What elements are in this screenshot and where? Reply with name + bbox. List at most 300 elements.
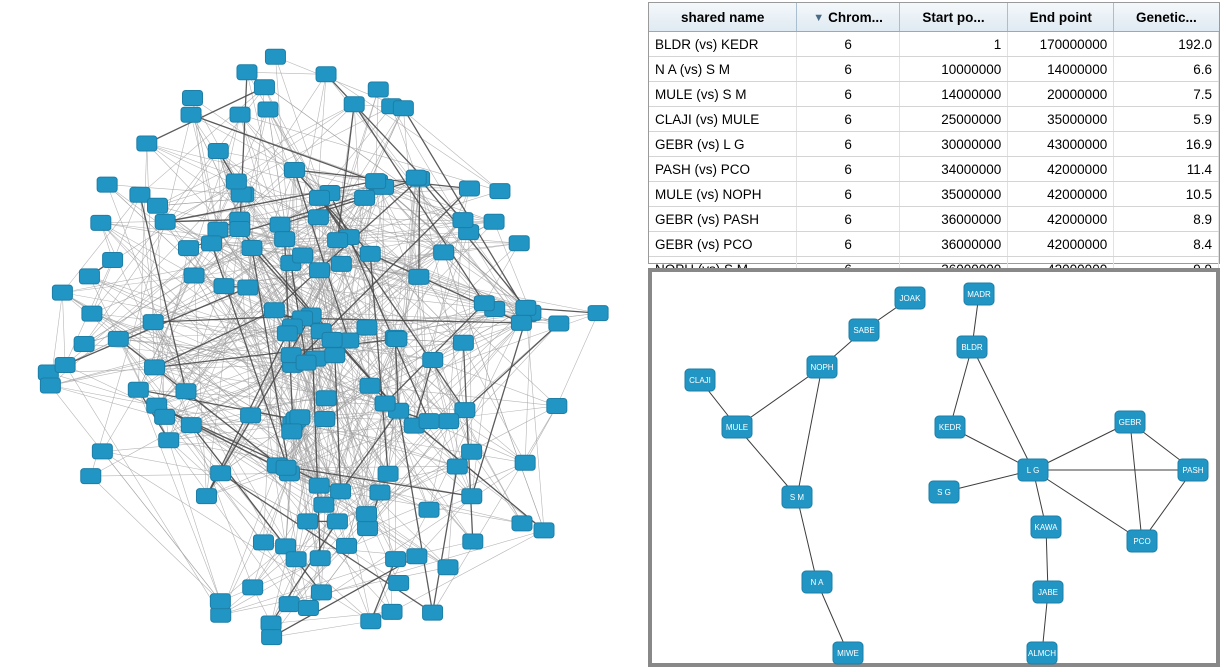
network-node[interactable] [370, 485, 390, 500]
node-shape [322, 332, 342, 347]
table-row[interactable] [649, 207, 1219, 232]
node-shape [453, 335, 473, 350]
network-node[interactable] [438, 560, 458, 575]
node-shape [293, 248, 313, 263]
node-shape [1115, 411, 1145, 433]
network-node[interactable] [355, 190, 375, 205]
network-node[interactable] [439, 414, 459, 429]
network-node[interactable] [258, 102, 278, 117]
network-node[interactable] [181, 418, 201, 433]
results-table-panel[interactable] [648, 2, 1220, 264]
node-shape [130, 187, 150, 202]
network-node[interactable] [103, 252, 123, 267]
network-node[interactable] [201, 236, 221, 251]
node-shape [253, 535, 273, 550]
node-label: PCO [1133, 537, 1151, 547]
table-row[interactable] [649, 182, 1219, 207]
network-node[interactable] [226, 174, 246, 189]
network-node[interactable] [1033, 581, 1063, 603]
network-node[interactable] [91, 215, 111, 230]
node-shape [434, 245, 454, 260]
node-shape [331, 256, 351, 271]
network-node[interactable] [462, 489, 482, 504]
node-shape [92, 444, 112, 459]
node-shape [91, 215, 111, 230]
cell-start-point: 1 [899, 32, 1008, 57]
node-shape [1033, 581, 1063, 603]
node-shape [314, 497, 334, 512]
cell-shared-name: N A (vs) S M [649, 57, 797, 82]
network-node[interactable] [366, 174, 386, 189]
node-shape [52, 285, 72, 300]
network-node[interactable] [128, 382, 148, 397]
node-shape [310, 551, 330, 566]
node-shape [310, 190, 330, 205]
network-node[interactable] [389, 575, 409, 590]
node-label: GEBR [1118, 418, 1142, 428]
node-shape [453, 213, 473, 228]
network-node[interactable] [137, 136, 157, 151]
network-node[interactable] [387, 332, 407, 347]
node-shape [387, 332, 407, 347]
network-node[interactable] [423, 352, 443, 367]
column-label-genetic: Genetic... [1135, 9, 1197, 25]
network-node[interactable] [243, 580, 263, 595]
node-shape [360, 378, 380, 393]
network-node[interactable] [929, 481, 959, 503]
node-shape [423, 352, 443, 367]
node-shape [685, 369, 715, 391]
cell-shared-name: GEBR (vs) PASH [649, 207, 797, 232]
cell-end-point: 42000000 [1008, 232, 1114, 257]
node-shape [360, 246, 380, 261]
network-node[interactable] [807, 356, 837, 378]
network-node[interactable] [895, 287, 925, 309]
network-node[interactable] [241, 408, 261, 423]
node-shape [103, 252, 123, 267]
cell-start-point: 25000000 [899, 107, 1008, 132]
network-node[interactable] [357, 320, 377, 335]
cell-genetic: 10.5 [1114, 182, 1219, 207]
node-shape [484, 214, 504, 229]
network-node[interactable] [361, 614, 381, 629]
node-shape [145, 360, 165, 375]
node-shape [282, 424, 302, 439]
node-shape [184, 268, 204, 283]
node-shape [368, 82, 388, 97]
node-shape [55, 357, 75, 372]
cell-start-point: 35000000 [899, 182, 1008, 207]
network-node[interactable] [176, 384, 196, 399]
network-node[interactable] [358, 521, 378, 536]
network-edge [62, 293, 65, 365]
node-shape [355, 190, 375, 205]
node-shape [549, 316, 569, 331]
network-node[interactable] [722, 416, 752, 438]
network-node[interactable] [253, 535, 273, 550]
network-node[interactable] [293, 248, 313, 263]
network-node[interactable] [782, 486, 812, 508]
network-node[interactable] [407, 549, 427, 564]
network-edge [526, 308, 544, 531]
network-node[interactable] [328, 233, 348, 248]
network-node[interactable] [214, 279, 234, 294]
node-shape [81, 469, 101, 484]
node-shape [147, 198, 167, 213]
network-node[interactable] [286, 552, 306, 567]
node-shape [79, 269, 99, 284]
network-node[interactable] [290, 410, 310, 425]
network-node[interactable] [463, 534, 483, 549]
node-shape [238, 280, 258, 295]
node-shape [309, 478, 329, 493]
network-node[interactable] [262, 630, 282, 645]
network-node[interactable] [331, 484, 351, 499]
table-row[interactable] [649, 107, 1219, 132]
network-node[interactable] [143, 315, 163, 330]
node-label: MADR [967, 290, 991, 300]
network-node[interactable] [509, 236, 529, 251]
node-shape [196, 489, 216, 504]
network-node[interactable] [237, 65, 257, 80]
node-shape [210, 594, 230, 609]
node-shape [1018, 459, 1048, 481]
network-node[interactable] [310, 551, 330, 566]
column-label-start-point: Start po... [922, 9, 985, 25]
cell-end-point: 42000000 [1008, 182, 1114, 207]
network-node[interactable] [310, 190, 330, 205]
network-node[interactable] [484, 214, 504, 229]
network-node[interactable] [957, 336, 987, 358]
network-node[interactable] [264, 303, 284, 318]
node-shape [277, 326, 297, 341]
cell-start-point: 30000000 [899, 132, 1008, 157]
network-edge [950, 347, 972, 427]
network-node[interactable] [208, 222, 228, 237]
node-shape [316, 67, 336, 82]
network-node[interactable] [549, 316, 569, 331]
network-edge [972, 347, 1033, 470]
network-node[interactable] [386, 552, 406, 567]
network-node[interactable] [516, 300, 536, 315]
network-node[interactable] [178, 241, 198, 256]
column-header-genetic[interactable] [1114, 3, 1219, 32]
node-shape [237, 65, 257, 80]
network-node[interactable] [459, 181, 479, 196]
table-row[interactable] [649, 82, 1219, 107]
network-node[interactable] [453, 335, 473, 350]
node-shape [226, 174, 246, 189]
table-row[interactable] [649, 32, 1219, 57]
node-label: S G [937, 488, 951, 498]
network-node[interactable] [155, 409, 175, 424]
network-node[interactable] [308, 210, 328, 225]
network-edge [797, 367, 822, 497]
network-node[interactable] [1178, 459, 1208, 481]
network-node[interactable] [406, 170, 426, 185]
node-label: L G [1026, 466, 1040, 476]
network-node[interactable] [419, 502, 439, 517]
network-node[interactable] [1127, 530, 1157, 552]
network-node[interactable] [261, 616, 281, 631]
network-node[interactable] [322, 332, 342, 347]
network-node[interactable] [79, 269, 99, 284]
network-node[interactable] [230, 107, 250, 122]
cell-chromosome: 6 [797, 82, 899, 107]
cell-end-point: 35000000 [1008, 107, 1114, 132]
network-node[interactable] [315, 412, 335, 427]
cell-chromosome: 6 [797, 232, 899, 257]
network-node[interactable] [210, 594, 230, 609]
network-node[interactable] [265, 49, 285, 64]
network-node[interactable] [208, 143, 228, 158]
network-node[interactable] [802, 571, 832, 593]
network-node[interactable] [130, 187, 150, 202]
network-node[interactable] [447, 459, 467, 474]
node-shape [361, 614, 381, 629]
cell-start-point: 14000000 [899, 82, 1008, 107]
cell-end-point: 14000000 [1008, 57, 1114, 82]
network-node[interactable] [360, 246, 380, 261]
network-node[interactable] [393, 101, 413, 116]
network-node[interactable] [74, 336, 94, 351]
node-shape [242, 240, 262, 255]
network-node[interactable] [108, 331, 128, 346]
network-node[interactable] [547, 398, 567, 413]
node-label: JABE [1037, 588, 1059, 598]
network-node[interactable] [238, 280, 258, 295]
node-shape [296, 355, 316, 370]
network-node[interactable] [314, 497, 334, 512]
table-row[interactable] [649, 157, 1219, 182]
network-node[interactable] [474, 296, 494, 311]
filter-icon[interactable]: ▼ [813, 11, 825, 24]
network-node[interactable] [82, 306, 102, 321]
node-shape [378, 466, 398, 481]
node-shape [276, 460, 296, 475]
node-shape [325, 348, 345, 363]
network-node[interactable] [1115, 411, 1145, 433]
node-shape [137, 136, 157, 151]
column-header-chromosome[interactable] [797, 3, 899, 32]
node-label: NOPH [810, 363, 834, 373]
node-shape [382, 604, 402, 619]
network-node[interactable] [935, 416, 965, 438]
table-row[interactable] [649, 57, 1219, 82]
node-shape [474, 296, 494, 311]
network-node[interactable] [159, 433, 179, 448]
column-label-shared-name: shared name [681, 9, 765, 25]
network-node[interactable] [81, 469, 101, 484]
network-node[interactable] [360, 378, 380, 393]
cell-end-point: 43000000 [1008, 132, 1114, 157]
network-node[interactable] [344, 97, 364, 112]
network-node[interactable] [211, 466, 231, 481]
node-shape [241, 408, 261, 423]
node-shape [183, 90, 203, 105]
small-network-canvas[interactable] [648, 268, 1220, 667]
network-node[interactable] [183, 90, 203, 105]
node-shape [512, 516, 532, 531]
node-label: KAWA [1034, 523, 1058, 533]
node-shape [807, 356, 837, 378]
network-node[interactable] [375, 396, 395, 411]
network-node[interactable] [97, 177, 117, 192]
node-shape [155, 409, 175, 424]
node-shape [159, 433, 179, 448]
node-shape [375, 396, 395, 411]
network-node[interactable] [275, 232, 295, 247]
network-node[interactable] [325, 348, 345, 363]
network-node[interactable] [92, 444, 112, 459]
node-shape [316, 391, 336, 406]
network-node[interactable] [316, 67, 336, 82]
network-node[interactable] [512, 516, 532, 531]
node-shape [406, 170, 426, 185]
cell-shared-name: PASH (vs) PCO [649, 157, 797, 182]
network-node[interactable] [378, 466, 398, 481]
network-node[interactable] [534, 523, 554, 538]
node-shape [261, 616, 281, 631]
node-shape [97, 177, 117, 192]
network-node[interactable] [279, 597, 299, 612]
node-shape [459, 181, 479, 196]
network-node[interactable] [327, 514, 347, 529]
network-node[interactable] [462, 444, 482, 459]
node-shape [327, 514, 347, 529]
node-label: SABE [853, 326, 875, 336]
network-node[interactable] [310, 263, 330, 278]
network-node[interactable] [1018, 459, 1048, 481]
network-node[interactable] [368, 82, 388, 97]
network-node[interactable] [147, 198, 167, 213]
node-shape [1027, 642, 1057, 664]
node-shape [463, 534, 483, 549]
network-node[interactable] [52, 285, 72, 300]
network-node[interactable] [296, 355, 316, 370]
node-shape [534, 523, 554, 538]
node-shape [366, 174, 386, 189]
cell-start-point: 10000000 [899, 57, 1008, 82]
node-shape [407, 549, 427, 564]
network-node[interactable] [357, 507, 377, 522]
network-node[interactable] [298, 514, 318, 529]
network-node[interactable] [309, 478, 329, 493]
network-node[interactable] [55, 357, 75, 372]
network-node[interactable] [434, 245, 454, 260]
column-header-end-point[interactable] [1008, 3, 1114, 32]
node-label: N A [810, 578, 824, 588]
node-shape [108, 331, 128, 346]
node-shape [782, 486, 812, 508]
network-node[interactable] [155, 214, 175, 229]
node-shape [128, 382, 148, 397]
network-node[interactable] [298, 601, 318, 616]
network-node[interactable] [230, 222, 250, 237]
table-row[interactable] [649, 232, 1219, 257]
node-shape [393, 101, 413, 116]
network-node[interactable] [316, 391, 336, 406]
column-label-chromosome: Chrom... [828, 9, 883, 25]
small-network-nodes [685, 283, 1208, 664]
node-shape [208, 222, 228, 237]
network-node[interactable] [311, 585, 331, 600]
network-node[interactable] [423, 605, 443, 620]
network-node[interactable] [242, 240, 262, 255]
node-shape [722, 416, 752, 438]
network-node[interactable] [453, 213, 473, 228]
column-header-start-point[interactable] [899, 3, 1008, 32]
node-shape [82, 306, 102, 321]
node-shape [1178, 459, 1208, 481]
network-edge [326, 74, 463, 220]
network-node[interactable] [964, 283, 994, 305]
network-node[interactable] [331, 256, 351, 271]
cell-genetic: 8.4 [1114, 232, 1219, 257]
network-edge [62, 195, 140, 293]
node-label: KEDR [938, 423, 962, 433]
node-shape [143, 315, 163, 330]
network-node[interactable] [276, 460, 296, 475]
node-shape [490, 184, 510, 199]
network-node[interactable] [1031, 516, 1061, 538]
node-shape [286, 552, 306, 567]
table-row[interactable] [649, 132, 1219, 157]
network-node[interactable] [511, 315, 531, 330]
results-table[interactable] [649, 3, 1219, 282]
node-shape [423, 605, 443, 620]
network-node[interactable] [40, 378, 60, 393]
node-shape [74, 336, 94, 351]
network-node[interactable] [849, 319, 879, 341]
node-shape [895, 287, 925, 309]
cell-end-point: 20000000 [1008, 82, 1114, 107]
network-node[interactable] [515, 455, 535, 470]
network-node[interactable] [382, 604, 402, 619]
node-shape [265, 49, 285, 64]
network-node[interactable] [181, 107, 201, 122]
cell-chromosome: 6 [797, 32, 899, 57]
network-node[interactable] [145, 360, 165, 375]
node-shape [447, 459, 467, 474]
network-node[interactable] [1027, 642, 1057, 664]
node-shape [833, 642, 863, 664]
column-label-end-point: End point [1029, 9, 1092, 25]
network-node[interactable] [588, 306, 608, 321]
network-node[interactable] [337, 538, 357, 553]
node-shape [547, 398, 567, 413]
network-edge [797, 497, 817, 582]
network-node[interactable] [277, 326, 297, 341]
network-node[interactable] [284, 163, 304, 178]
cell-shared-name: GEBR (vs) PCO [649, 232, 797, 257]
network-node[interactable] [490, 184, 510, 199]
network-node[interactable] [833, 642, 863, 664]
network-node[interactable] [419, 414, 439, 429]
network-node[interactable] [282, 424, 302, 439]
network-node[interactable] [184, 268, 204, 283]
node-shape [509, 236, 529, 251]
column-header-shared-name[interactable] [649, 3, 797, 32]
network-node[interactable] [254, 80, 274, 95]
network-node[interactable] [685, 369, 715, 391]
network-node[interactable] [409, 269, 429, 284]
network-node[interactable] [211, 607, 231, 622]
node-shape [462, 444, 482, 459]
network-node[interactable] [270, 217, 290, 232]
node-label: BLDR [961, 343, 983, 353]
network-node[interactable] [196, 489, 216, 504]
